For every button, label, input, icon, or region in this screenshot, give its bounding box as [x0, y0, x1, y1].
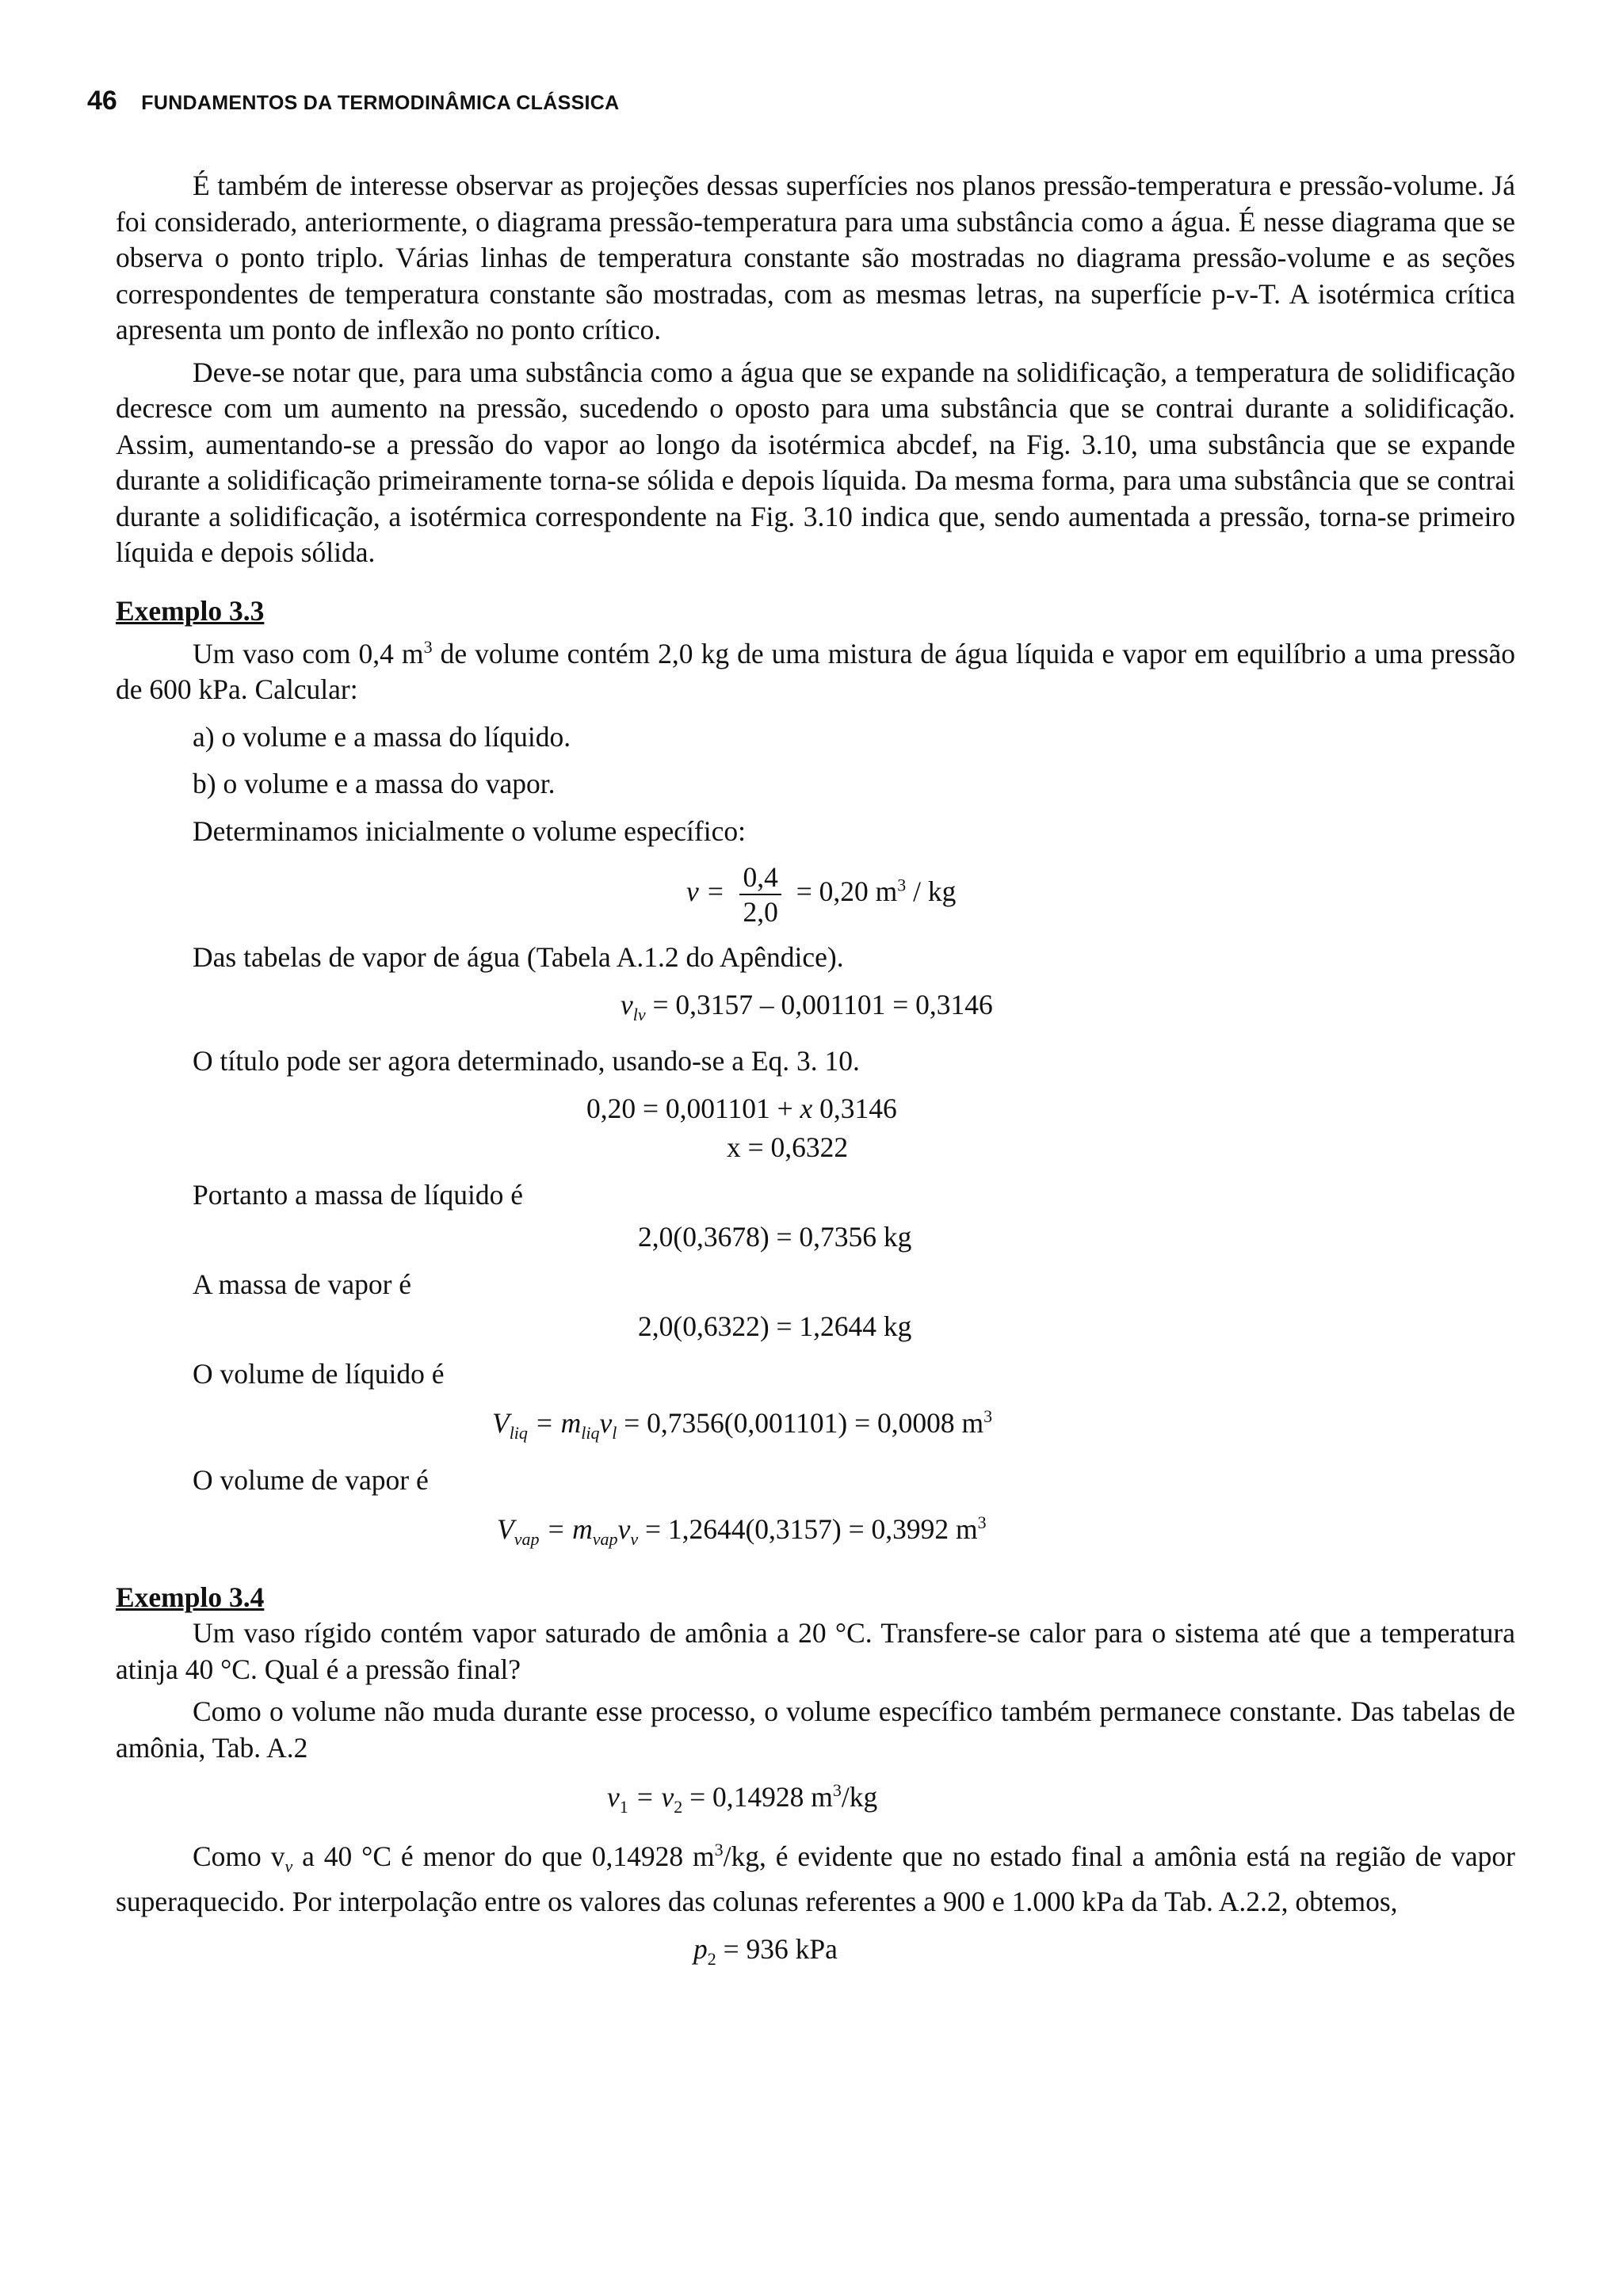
- equation-specific-volume: v = $\frac{0,4}{2,0}$ = 0,20 $m^3$ / kg: [686, 861, 957, 929]
- example-3-4-heading: Exemplo 3.4: [116, 1581, 265, 1613]
- equation-specific-volume-ammonia: $v_1 = v_2 = 0,14928$ $m^3/kg$: [607, 1780, 878, 1817]
- page-body: [116, 168, 1515, 1977]
- equation-final-pressure: $p_2 = 936$ kPa: [693, 1932, 838, 1969]
- liquid-volume-text: O volume de líquido é: [193, 1357, 445, 1390]
- liquid-mass-text: Portanto a massa de líquido é: [193, 1178, 524, 1211]
- equation-vlv: $v_{lv} = 0,3157 - 0,001101 = 0,3146$: [621, 988, 993, 1024]
- quality-text: O título pode ser agora determinado, usando-se a Eq. 3. 10.: [193, 1045, 860, 1077]
- tables-text: Das tabelas de vapor de água (Tabela A.1.2 do Apêndice).: [193, 941, 844, 974]
- equation-vapor-mass: 2,0(0,6322) = 1,2644 kg: [638, 1310, 912, 1343]
- specific-volume-intro: Determinamos inicialmente o volume específico:: [193, 814, 746, 847]
- page-number: 46: [87, 86, 117, 116]
- example-3-3-heading: Exemplo 3.3: [116, 594, 265, 627]
- fraction: $\frac{0,4}{2,0}$: [739, 860, 781, 929]
- equation-liquid-mass: 2,0(0,3678) = 0,7356 kg: [638, 1221, 912, 1253]
- constant-volume-text: Como o volume não muda durante esse processo, o volume específico também permanece constante. Das tabelas de amônia, Tab. A.2: [116, 1695, 1515, 1764]
- equation-liquid-volume: $V_{liq} = m_{liq}v_l = 0,7356(0,001101) = 0,0008$ $m^3$: [492, 1406, 993, 1444]
- equation-vapor-volume: $V_{vap} = m_{vap}v_v = 1,2644(0,3157) = 0,3992$ $m^3$: [497, 1512, 987, 1550]
- book-title: FUNDAMENTOS DA TERMODINÂMICA CLÁSSICA: [141, 92, 620, 114]
- page-header: [87, 86, 620, 116]
- superheated-text: Como $v_v$ a 40 °C é menor do que 0,14928 $m^3/kg$, é evidente que no estado final a amônia está na região de vapor superaquecido. Por interpolação entre os valores das colunas referentes a 900 e 1.000 kPa da Tab. A.2.2, obtemos,: [116, 1839, 1516, 1918]
- equation-quality: 0,20 = 0,001101 + x 0,3146: [586, 1092, 897, 1124]
- example-3-3-statement: Um vaso com 0,4 $m^3$ de volume contém 2,0 kg de uma mistura de água líquida e vapor em equilíbrio a uma pressão de 600 kPa. Calcular:: [116, 637, 1516, 706]
- vapor-volume-text: O volume de vapor é: [193, 1463, 429, 1496]
- paragraph-surfaces: É também de interesse observar as projeções dessas superfícies nos planos pressão-temperatura e pressão-volume. Já foi considerado, anteriormente, o diagrama pressão-temperatura para uma substância como a água. É nesse diagrama que se observa o ponto triplo. Várias linhas de temperatura constante são mostradas no diagrama pressão-volume e as seções correspondentes de temperatura constante são mostradas, com as mesmas letras, na superfície p-v-T. A isotérmica crítica apresenta um ponto de inflexão no ponto crítico.: [116, 170, 1515, 345]
- item-b: b) o volume e a massa do vapor.: [193, 768, 556, 800]
- equation-quality-result: x = 0,6322: [727, 1131, 849, 1164]
- paragraph-solidification: Deve-se notar que, para uma substância como a água que se expande na solidificação, a temperatura de solidificação decresce com um aumento na pressão, sucedendo o oposto para uma substância que se contrai durante a solidificação. Assim, aumentando-se a pressão do vapor ao longo da isotérmica abcdef, na Fig. 3.10, uma substância que se expande durante a solidificação primeiramente torna-se sólida e depois líquida. Da mesma forma, para uma substância que se contrai durante a solidificação, a isotérmica correspondente na Fig. 3.10 indica que, sendo aumentada a pressão, torna-se primeiro líquida e depois sólida.: [116, 356, 1515, 568]
- item-a: a) o volume e a massa do líquido.: [193, 720, 571, 753]
- vapor-mass-text: A massa de vapor é: [193, 1268, 412, 1300]
- example-3-4-statement: Um vaso rígido contém vapor saturado de amônia a 20 °C. Transfere-se calor para o sistema até que a temperatura atinja 40 °C. Qual é a pressão final?: [116, 1617, 1515, 1685]
